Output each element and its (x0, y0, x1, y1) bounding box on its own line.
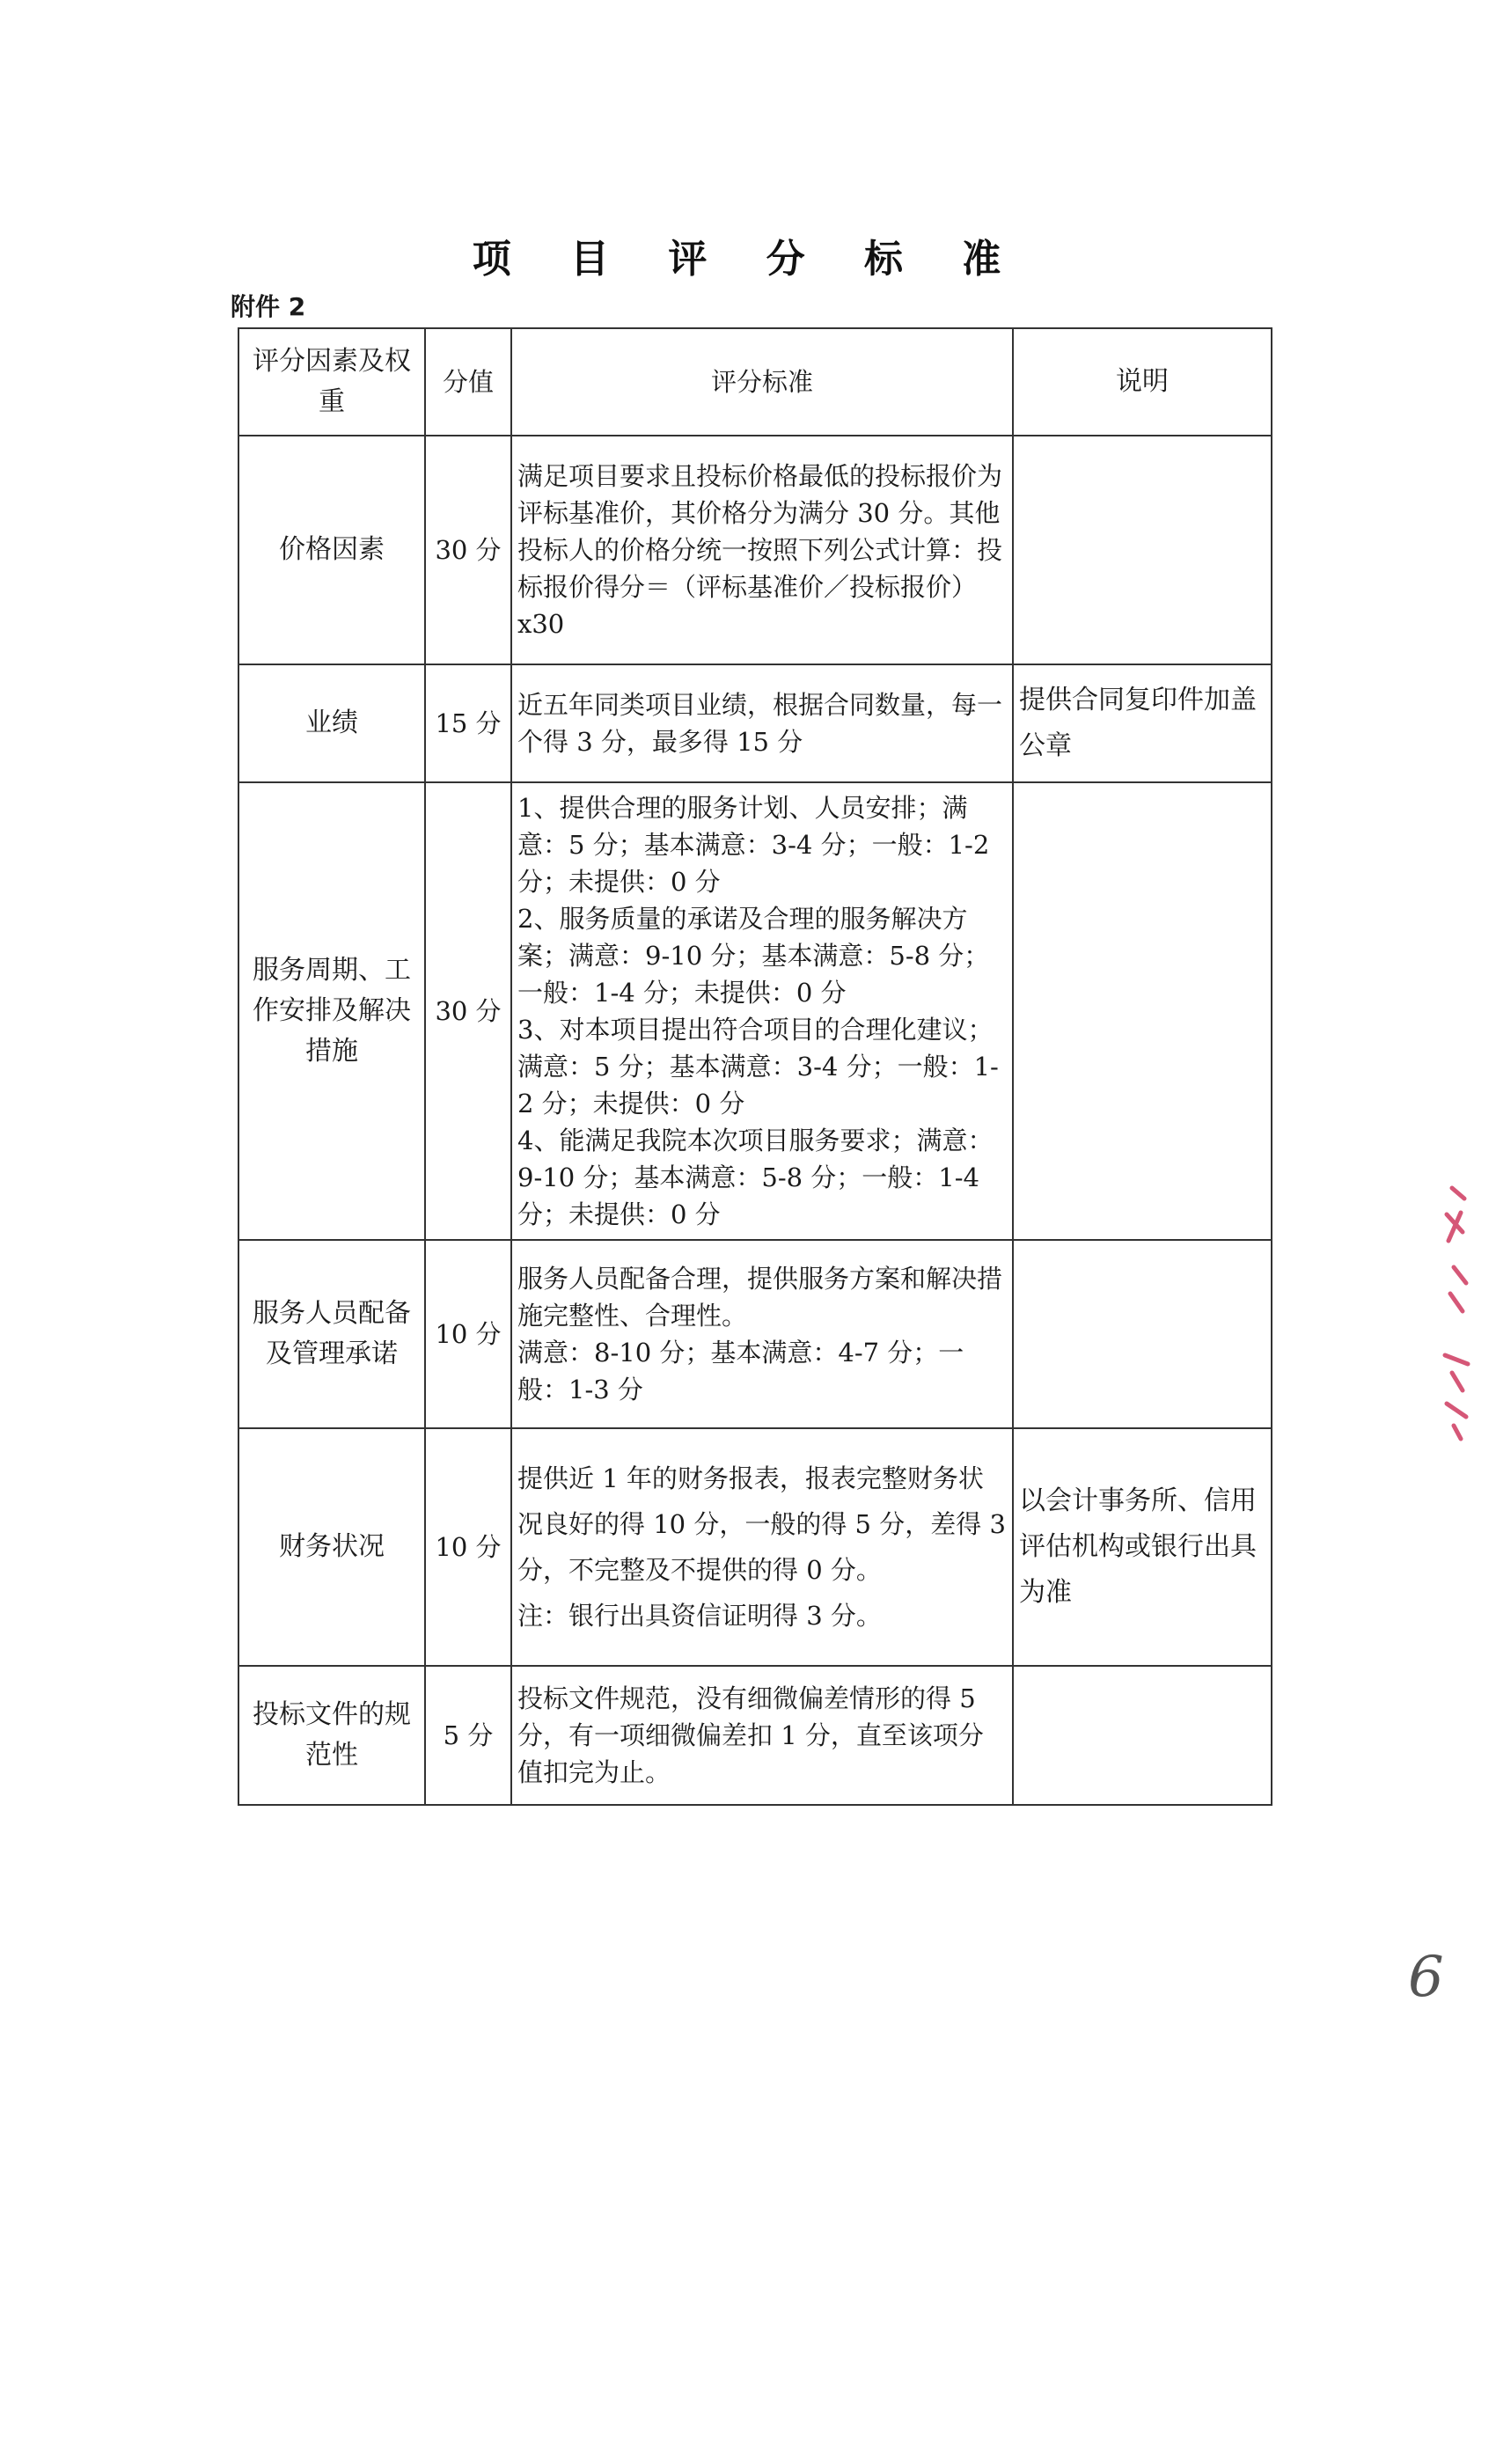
header-factor: 评分因素及权重 (238, 328, 425, 436)
table-row (238, 782, 1272, 1240)
row-factor: 投标文件的规范性 (238, 1666, 425, 1805)
table-row (238, 1240, 1272, 1428)
row-note (1013, 1666, 1272, 1805)
row-factor: 价格因素 (238, 436, 425, 664)
criteria-item: 满意：8-10 分；基本满意：4-7 分；一般：1-3 分 (517, 1338, 964, 1404)
row-score: 10 分 (425, 1428, 511, 1666)
criteria-item: 2、服务质量的承诺及合理的服务解决方案；满意：9-10 分；基本满意：5-8 分；一般：1-4 分；未提供：0 分 (517, 904, 990, 1008)
stamp-scribble-icon (1436, 1179, 1480, 1443)
attachment-label: 附件 2 (231, 292, 306, 321)
handwritten-page-number: 6 (1408, 1945, 1444, 2010)
row-note (1013, 1240, 1272, 1428)
scoring-table (238, 327, 1272, 1806)
red-stamp-mark (1436, 1179, 1480, 1443)
table-row (238, 1428, 1272, 1666)
row-factor: 财务状况 (238, 1428, 425, 1666)
row-score: 15 分 (425, 664, 511, 782)
row-criteria (511, 664, 1013, 782)
row-criteria (511, 782, 1013, 1240)
row-note (1013, 436, 1272, 664)
table-row (238, 436, 1272, 664)
header-score: 分值 (425, 328, 511, 436)
row-criteria (511, 1666, 1013, 1805)
row-criteria (511, 1428, 1013, 1666)
row-note: 提供合同复印件加盖公章 (1013, 664, 1272, 782)
table-row (238, 1666, 1272, 1805)
row-score: 10 分 (425, 1240, 511, 1428)
header-criteria: 评分标准 (511, 328, 1013, 436)
criteria-text: 满足项目要求且投标价格最低的投标报价为评标基准价，其价格分为满分 30 分。其他投标人的价格分统一按照下列公式计算：投标报价得分＝（评标基准价／投标报价）x30 (517, 461, 1003, 639)
table-header-row (238, 328, 1272, 436)
row-score: 30 分 (425, 782, 511, 1240)
row-factor: 服务人员配备及管理承诺 (238, 1240, 425, 1428)
table-row (238, 664, 1272, 782)
criteria-item: 3、对本项目提出符合项目的合理化建议；满意：5 分；基本满意：3-4 分；一般：1-2 分；未提供：0 分 (517, 1015, 999, 1118)
document-title: 项 目 评 分 标 准 (472, 237, 1024, 282)
criteria-item: 1、提供合理的服务计划、人员安排；满意：5 分；基本满意：3-4 分；一般：1-2 分；未提供：0 分 (517, 793, 990, 897)
criteria-item: 4、能满足我院本次项目服务要求；满意：9-10 分；基本满意：5-8 分；一般：1-4 分；未提供：0 分 (517, 1126, 994, 1229)
row-score: 30 分 (425, 436, 511, 664)
criteria-note: 注：银行出具资信证明得 3 分。 (517, 1601, 882, 1631)
row-criteria (511, 1240, 1013, 1428)
criteria-item: 服务人员配备合理，提供服务方案和解决措施完整性、合理性。 (517, 1264, 1003, 1331)
row-factor: 业绩 (238, 664, 425, 782)
row-score: 5 分 (425, 1666, 511, 1805)
criteria-text: 近五年同类项目业绩，根据合同数量，每一个得 3 分，最多得 15 分 (517, 690, 1003, 757)
criteria-text: 投标文件规范，没有细微偏差情形的得 5 分，有一项细微偏差扣 1 分，直至该项分值扣完为止。 (517, 1683, 984, 1787)
row-note (1013, 782, 1272, 1240)
row-criteria (511, 436, 1013, 664)
row-factor: 服务周期、工作安排及解决措施 (238, 782, 425, 1240)
header-note: 说明 (1013, 328, 1272, 436)
row-note: 以会计事务所、信用评估机构或银行出具为准 (1013, 1428, 1272, 1666)
criteria-item: 提供近 1 年的财务报表，报表完整财务状况良好的得 10 分，一般的得 5 分，差得 3 分，不完整及不提供的得 0 分。 (517, 1463, 1006, 1585)
